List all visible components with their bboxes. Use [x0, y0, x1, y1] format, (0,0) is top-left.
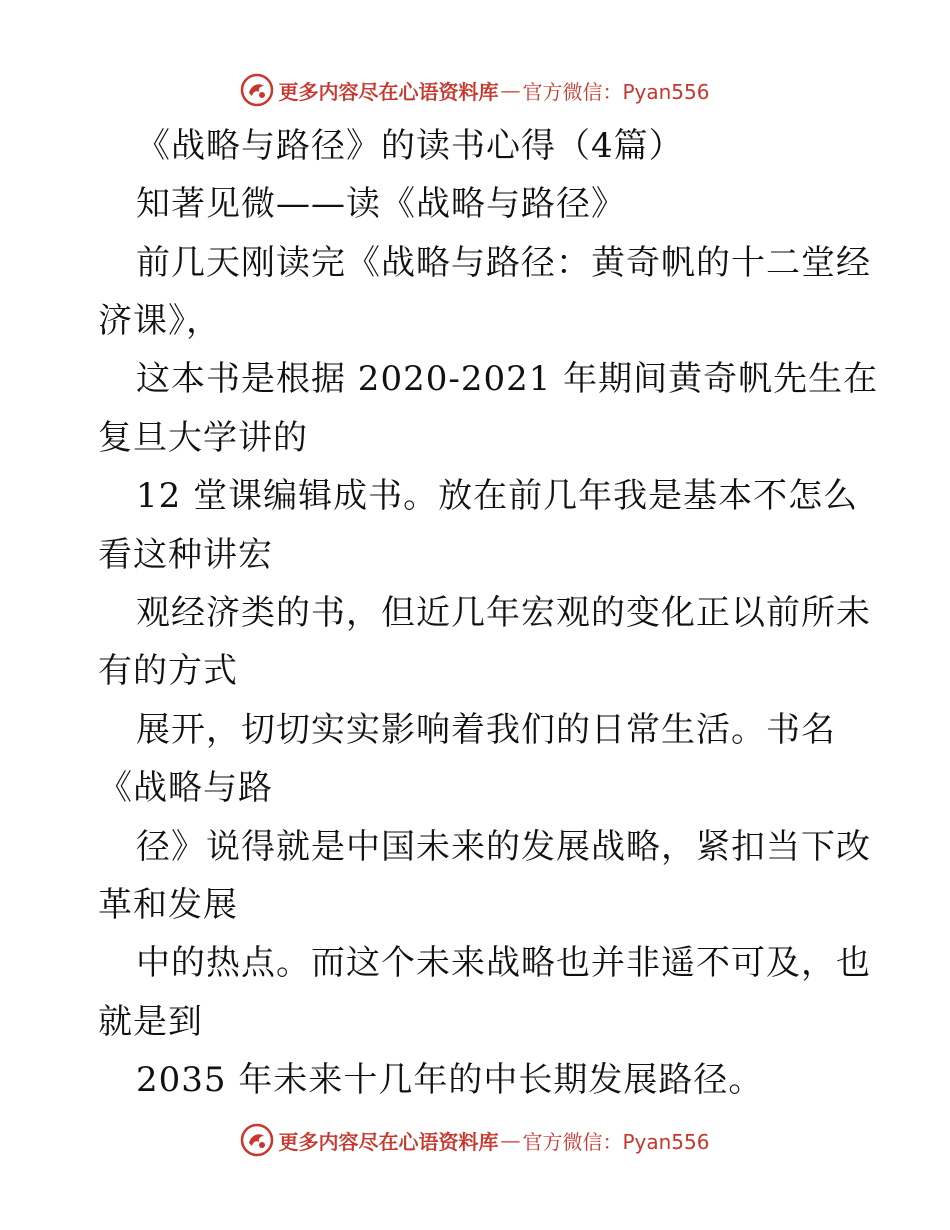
watermark-text: 更多内容尽在心语资料库 [278, 79, 499, 104]
paragraph-line: 《战略与路 [98, 768, 273, 808]
paragraph-line: 观经济类的书，但近几年宏观的变化正以前所未 [136, 593, 871, 633]
paragraph-line: 12 堂课编辑成书。放在前几年我是基本不怎么 [136, 476, 859, 516]
watermark-dash: — [500, 78, 521, 102]
watermark-wechat: 官方微信：Pyan556 [522, 1129, 710, 1154]
paragraph-line: 径》说得就是中国未来的发展战略，紧扣当下改 [136, 827, 871, 867]
paragraph-line: 复旦大学讲的 [98, 418, 308, 458]
paragraph-line: 有的方式 [98, 651, 238, 691]
paragraph-line: 前几天刚读完《战略与路径：黄奇帆的十二堂经 [136, 243, 871, 283]
dragon-seal-icon [240, 1123, 274, 1157]
paragraph-line: 济课》， [98, 301, 221, 341]
watermark-dash: — [500, 1128, 521, 1152]
watermark-wechat: 官方微信：Pyan556 [522, 79, 710, 104]
paragraph-line: 这本书是根据 2020-2021 年期间黄奇帆先生在 [136, 359, 879, 399]
paragraph-line: 展开，切切实实影响着我们的日常生活。书名 [136, 710, 836, 750]
document-title: 《战略与路径》的读书心得（4篇） [136, 126, 684, 166]
paragraph-line: 看这种讲宏 [98, 535, 273, 575]
watermark-text: 更多内容尽在心语资料库 [278, 1129, 499, 1154]
paragraph-line: 革和发展 [98, 885, 238, 925]
section-heading: 知著见微——读《战略与路径》 [136, 184, 626, 224]
paragraph-line: 中的热点。而这个未来战略也并非遥不可及，也 [136, 943, 871, 983]
footer-watermark [0, 1120, 950, 1160]
paragraph-line: 就是到 [98, 1002, 203, 1042]
paragraph-line: 2035 年未来十几年的中长期发展路径。 [136, 1060, 764, 1100]
